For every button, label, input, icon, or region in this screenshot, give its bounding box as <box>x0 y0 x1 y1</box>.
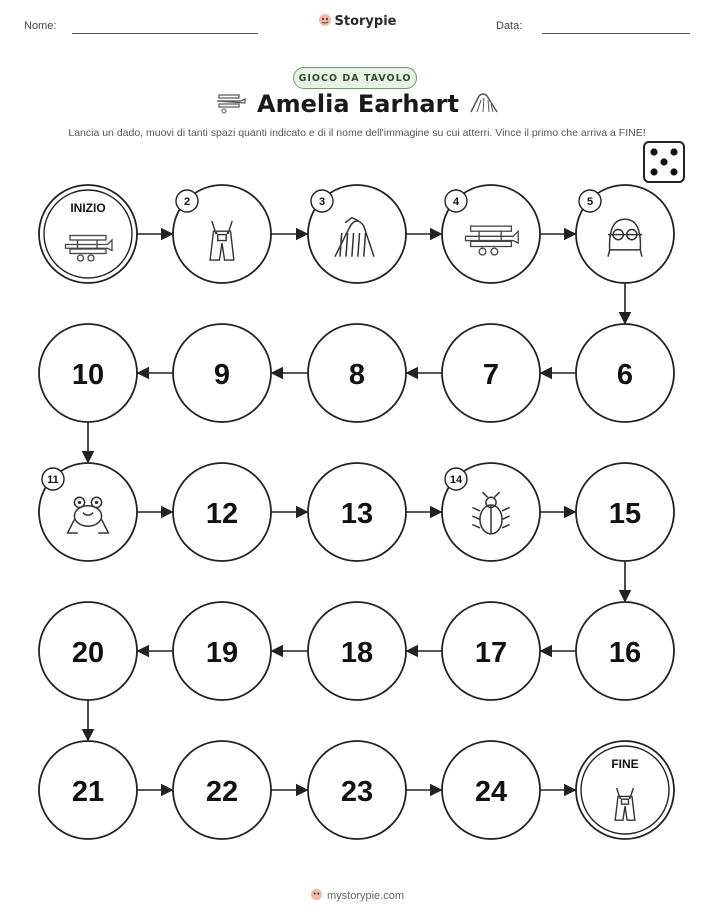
brand-name: Storypie <box>334 14 397 29</box>
space-number: 8 <box>348 359 366 391</box>
space-number: 21 <box>71 776 105 808</box>
board-space-21 <box>39 741 137 839</box>
space-number: 11 <box>47 474 59 486</box>
space-number: 10 <box>71 359 105 391</box>
board-space-22 <box>173 741 271 839</box>
footer-url[interactable]: mystorypie.com <box>326 890 405 902</box>
instructions-text: Lancia un dado, muovi di tanti spazi quanti indicato e di il nome dell'immagine su cui atterri. Vince il primo che arriva a FINE! <box>68 127 646 139</box>
board-space-4 <box>442 185 540 283</box>
space-number: 16 <box>608 637 642 669</box>
space-number: 5 <box>586 196 594 208</box>
board-space-8 <box>308 324 406 422</box>
space-number: 15 <box>608 498 642 530</box>
name-label: Nome: <box>24 20 57 32</box>
space-number: 13 <box>340 498 374 530</box>
board-space-5 <box>576 185 674 283</box>
space-number: 9 <box>213 359 231 391</box>
game-type-badge: GIOCO DA TAVOLO <box>293 67 417 89</box>
board-space-10 <box>39 324 137 422</box>
space-number: 23 <box>340 776 374 808</box>
space-number: 24 <box>474 776 508 808</box>
board-space-19 <box>173 602 271 700</box>
title-text: Amelia Earhart <box>257 90 459 118</box>
board-space-18 <box>308 602 406 700</box>
board-space-13 <box>308 463 406 561</box>
date-label: Data: <box>496 20 523 32</box>
space-number: 6 <box>616 359 634 391</box>
dice-icon <box>644 142 684 182</box>
board-space-11 <box>39 463 137 561</box>
board-space-16 <box>576 602 674 700</box>
space-number: 20 <box>71 637 105 669</box>
space-label: INIZIO <box>70 201 106 215</box>
board-space-3 <box>308 185 406 283</box>
board-space-9 <box>173 324 271 422</box>
space-number: 17 <box>474 637 508 669</box>
space-number: 18 <box>340 637 374 669</box>
space-number: 2 <box>183 196 191 208</box>
space-number: 19 <box>205 637 239 669</box>
space-number: 14 <box>449 474 463 486</box>
board-space-20 <box>39 602 137 700</box>
board-space-12 <box>173 463 271 561</box>
space-number: 12 <box>205 498 239 530</box>
footer <box>0 888 714 902</box>
board-space-fine <box>576 741 674 839</box>
space-number: 3 <box>318 196 326 208</box>
board-space-15 <box>576 463 674 561</box>
space-number: 22 <box>205 776 239 808</box>
storypie-logo-icon <box>310 888 323 901</box>
board-space-6 <box>576 324 674 422</box>
space-number: 7 <box>482 359 500 391</box>
space-label: FINE <box>611 757 639 771</box>
board-space-23 <box>308 741 406 839</box>
space-number: 4 <box>452 196 460 208</box>
board-space-inizio <box>39 185 137 283</box>
board-space-24 <box>442 741 540 839</box>
board-space-17 <box>442 602 540 700</box>
board-space-14 <box>442 463 540 561</box>
board-space-7 <box>442 324 540 422</box>
board-space-2 <box>173 185 271 283</box>
